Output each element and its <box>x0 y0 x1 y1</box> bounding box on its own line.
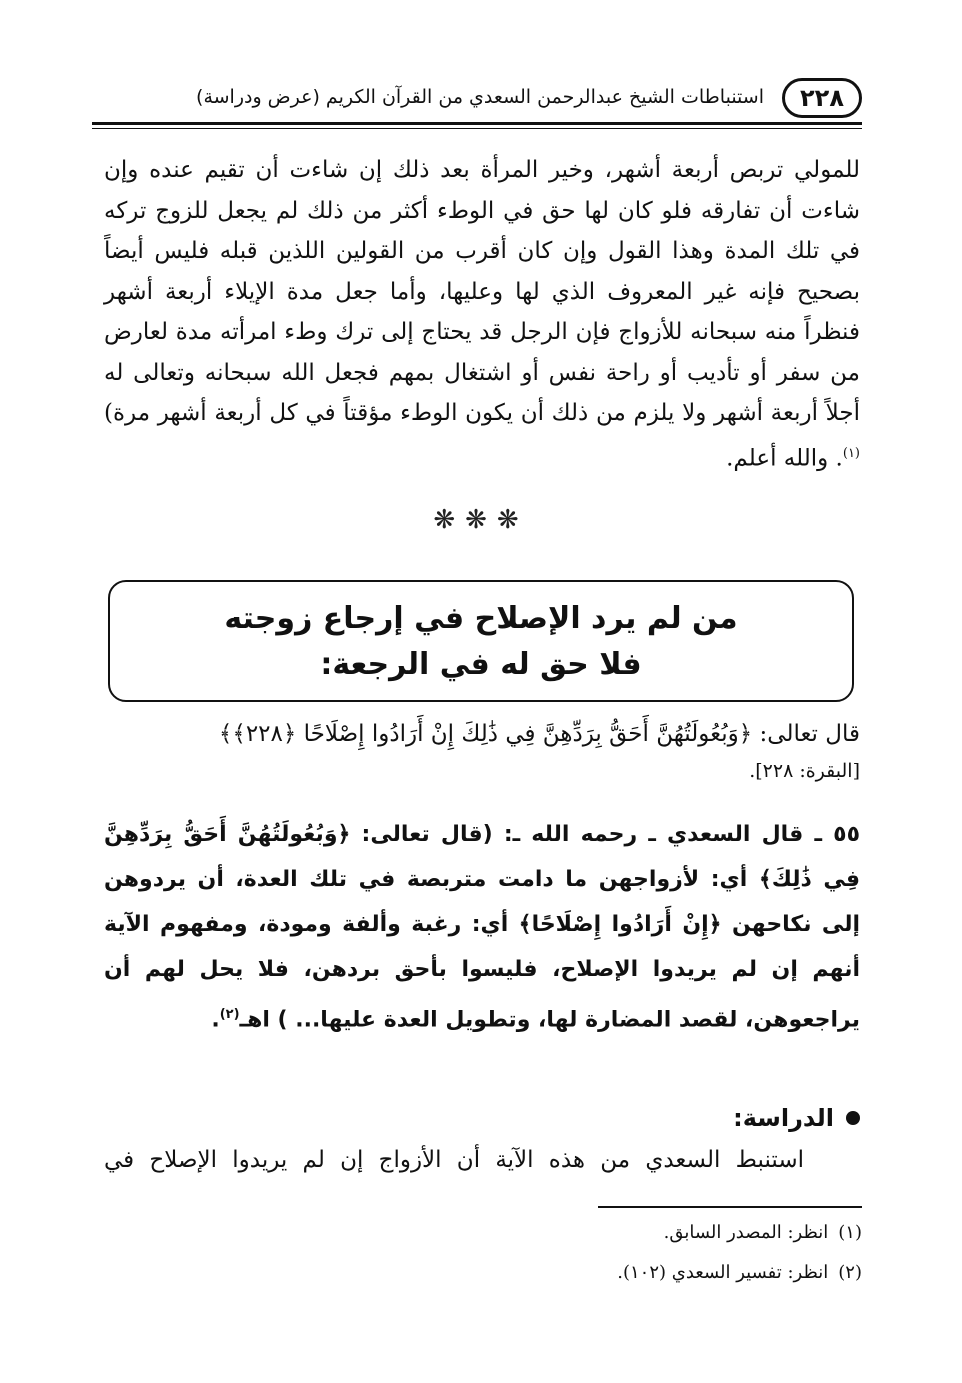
footnote-1 <box>262 1222 862 1243</box>
verse-reference: [البقرة: ٢٢٨]. <box>749 760 860 782</box>
running-title: استنباطات الشيخ عبدالرحمن السعدي من القرآن الكريم (عرض ودراسة) <box>196 86 764 108</box>
intro-paragraph <box>104 150 860 479</box>
header-rule-thick <box>92 122 862 125</box>
quran-verse <box>104 714 860 754</box>
study-heading <box>733 1104 860 1132</box>
intro-text: للمولي تربص أربعة أشهر، وخير المرأة بعد ذلك إن شاءت أن تقيم عنده وإن شاءت أن تفارقه فلو كان لها حق في الوطء أكثر من ذلك لم يجعل للزوج تركه في تلك المدة وهذا القول وإن كان أقرب من القولين اللذين قبله فليس أيضاً بصحيح فإنه غير المعروف الذي لها وعليها، وأما جعل مدة الإيلاء أربعة أشهر فنظراً منه سبحانه للأزواج فإن الرجل قد يحتاج إلى ترك وطء امرأته مدة لعارض من سفر أو تأديب أو راحة نفس أو اشتغال بمهم فجعل الله سبحانه وتعالى له أجلاً أربعة أشهر ولا يلزم من ذلك أن يكون الوطء مؤقتاً في كل أربعة أشهر مرة) <box>104 157 860 426</box>
page-number-badge: ٢٢٨ <box>782 78 862 118</box>
footnote-text: انظر: المصدر السابق. <box>663 1222 829 1243</box>
footnote-ref-1[interactable]: (١) <box>842 445 860 461</box>
quote-text: ٥٥ ـ قال السعدي ـ رحمه الله ـ: (قال تعالى: ﴿وَبُعُولَتُهُنَّ أَحَقُّ بِرَدِّهِنَّ فِي ذَٰلِكَ﴾ أي: لأزواجهن ما دامت متربصة في تلك العدة، أن يردوهن إلى نكاحهن ﴿إِنْ أَرَادُوا إِصْلَاحًا﴾ أي: رغبة وألفة ومودة، ومفهوم الآية أنهم إن لم يريدوا الإصلاح، فليسوا بأحق بردهن، فلا يحل لهم أن يراجعوهن، لقصد المضارة لها، وتطويل العدة عليها... ) اهـ <box>104 822 860 1033</box>
verse-text: ﴿وَبُعُولَتُهُنَّ أَحَقُّ بِرَدِّهِنَّ فِي ذَٰلِكَ إِنْ أَرَادُوا إِصْلَاحًا ﴿٢٢٨﴾﴾ <box>218 721 753 747</box>
footnote-2 <box>262 1262 862 1283</box>
intro-closing: . والله أعلم. <box>726 445 843 472</box>
footnote-number: (١) <box>838 1222 862 1243</box>
section-heading-line-2: فلا حق له في الرجعة: <box>320 647 642 682</box>
section-divider-ornament: ❋❋❋ <box>433 505 529 535</box>
page-header <box>92 74 862 126</box>
section-heading-line-1: من لم يرد الإصلاح في إرجاع زوجته <box>224 601 738 636</box>
footnote-number: (٢) <box>838 1262 862 1283</box>
quote-tail: . <box>211 1007 220 1033</box>
study-text: استنبط السعدي من هذه الآية أن الأزواج إن لم يريدوا الإصلاح في <box>104 1147 804 1173</box>
verse-intro: قال تعالى: <box>752 721 860 747</box>
section-heading-box <box>108 580 854 702</box>
header-rule-thin <box>92 128 862 129</box>
footnote-ref-2[interactable]: (٢) <box>219 1007 240 1022</box>
bullet-icon <box>846 1111 860 1125</box>
saadi-quote-paragraph <box>104 812 860 1042</box>
footnote-separator <box>598 1206 862 1208</box>
study-paragraph <box>104 1140 860 1180</box>
footnote-text: انظر: تفسير السعدي (١٠٢). <box>617 1262 829 1283</box>
study-heading-label: الدراسة: <box>733 1104 834 1132</box>
